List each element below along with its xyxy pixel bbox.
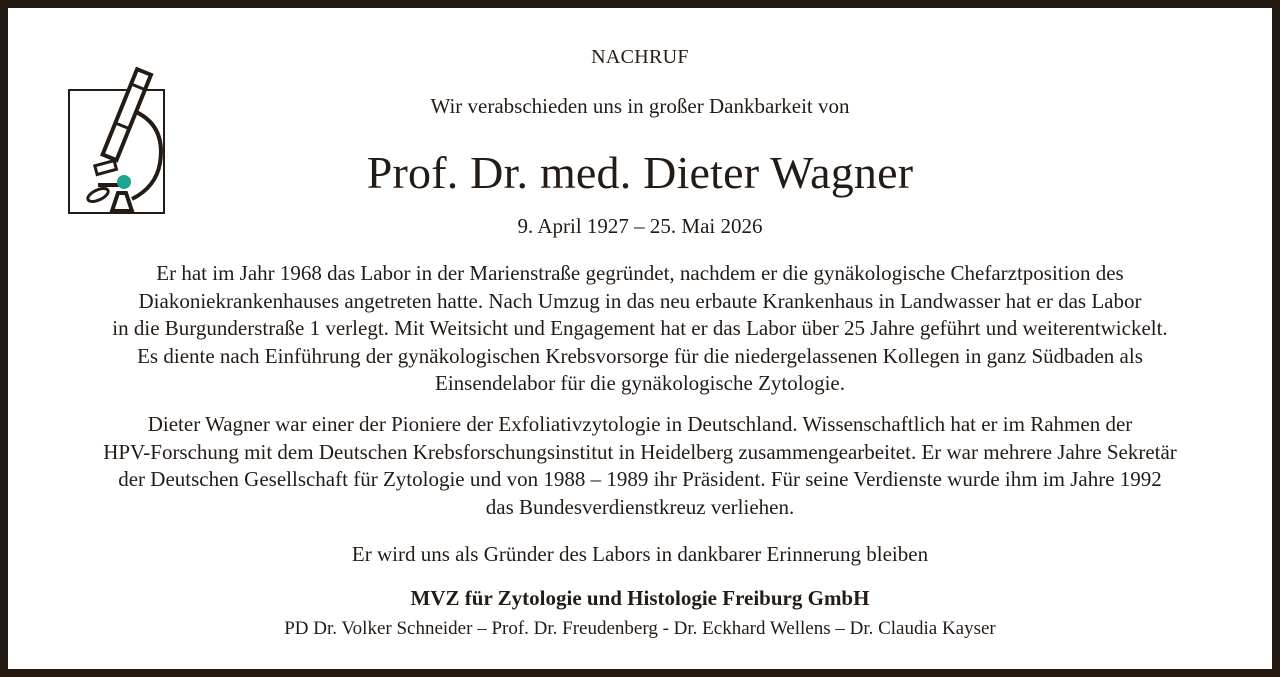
achievements-paragraph (32, 411, 1248, 521)
paragraph-line: Dieter Wagner war einer der Pioniere der Exfoliativzytologie in Deutschland. Wissenschaftlich hat er im Rahmen der (147, 412, 1133, 436)
life-dates: 9. April 1927 – 25. Mai 2026 (517, 214, 763, 238)
notice-intro: Wir verabschieden uns in großer Dankbarkeit von (430, 94, 850, 118)
paragraph-line: das Bundesverdienstkreuz verliehen. (485, 494, 795, 519)
organization-name: MVZ für Zytologie und Histologie Freiburg GmbH (410, 586, 870, 610)
signatories: PD Dr. Volker Schneider – Prof. Dr. Freudenberg - Dr. Eckhard Wellens – Dr. Claudia Kayser (284, 618, 996, 639)
paragraph-line: HPV-Forschung mit dem Deutschen Krebsforschungsinstitut in Heidelberg zusammengearbeitet. Er war mehrere Jahre Sekretär (103, 439, 1177, 464)
paragraph-line: Einsendelabor für die gynäkologische Zytologie. (435, 371, 845, 395)
paragraph-line: Diakoniekrankenhauses angetreten hatte. Nach Umzug in das neu erbaute Krankenhaus in Landwasser hat er das Labor (138, 288, 1142, 313)
paragraph-line: Er hat im Jahr 1968 das Labor in der Marienstraße gegründet, nachdem er die gynäkologische Chefarztposition des (156, 261, 1124, 285)
paragraph-line: Es diente nach Einführung der gynäkologischen Krebsvorsorge für die niedergelassenen Kollegen in ganz Südbaden als (137, 343, 1143, 368)
closing-line: Er wird uns als Gründer des Labors in dankbarer Erinnerung bleiben (351, 542, 929, 566)
paragraph-line: in die Burgunderstraße 1 verlegt. Mit Weitsicht und Engagement hat er das Labor über 25 Jahre geführt und weiterentwickelt. (112, 316, 1168, 340)
notice-kicker: NACHRUF (591, 46, 689, 68)
paragraph-line: der Deutschen Gesellschaft für Zytologie und von 1988 – 1989 ihr Präsident. Für seine Verdienste wurde ihm im Jahre 1992 (118, 467, 1162, 491)
deceased-name: Prof. Dr. med. Dieter Wagner (366, 147, 914, 198)
biography-paragraph (32, 260, 1248, 398)
